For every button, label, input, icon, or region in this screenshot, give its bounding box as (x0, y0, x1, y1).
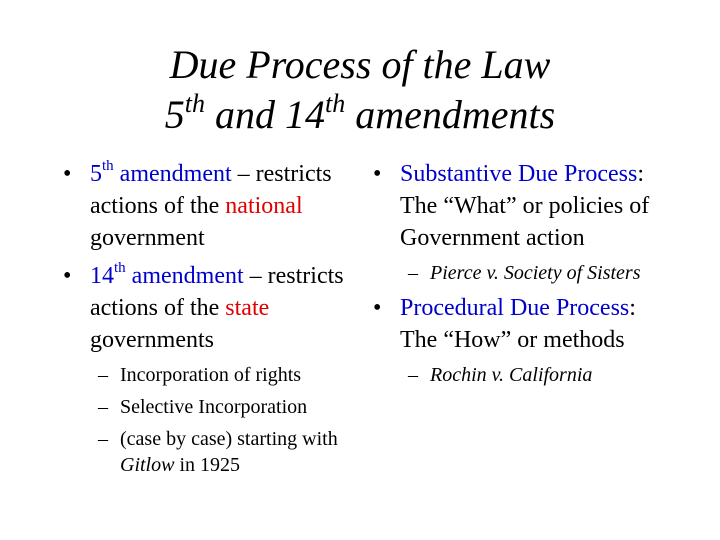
national-emphasis: national (225, 193, 303, 219)
amendment-5-num: 5 (90, 161, 102, 187)
substantive-text: : The “What” or policies of Government action (400, 161, 650, 251)
title-line-2 (0, 90, 720, 140)
bullet-procedural-due-process (370, 292, 670, 356)
bullet-5th-amendment (60, 158, 360, 254)
title-sup-b: th (325, 88, 346, 118)
title-end: amendments (345, 92, 556, 137)
amendment-14-text: – restricts actions of the (90, 263, 344, 321)
dash-glyph: – (98, 364, 108, 386)
amendment-5-text-end: government (90, 225, 205, 251)
title-mid: and 14 (205, 92, 326, 137)
title-num-a: 5 (164, 92, 185, 137)
sub-text-end: in 1925 (174, 454, 241, 476)
gitlow-case: Gitlow (120, 454, 175, 476)
procedural-due-process-label: Procedural Due Process (400, 295, 630, 321)
rochin-case: Rochin v. California (430, 364, 593, 386)
sub-text: Incorporation of rights (120, 364, 302, 386)
substantive-due-process-label: Substantive Due Process (400, 161, 638, 187)
amendment-5-word: amendment (113, 161, 232, 187)
pierce-case: Pierce v. Society of Sisters (430, 262, 641, 284)
amendment-5-label (90, 158, 232, 187)
slide-title (0, 40, 720, 140)
sub-text: (case by case) starting with (120, 428, 338, 450)
amendment-14-word: amendment (125, 263, 244, 289)
dash-glyph: – (98, 428, 108, 450)
sub-incorporation-of-rights (60, 362, 360, 388)
sub-case-by-case (60, 426, 360, 478)
sub-pierce-case (370, 260, 670, 286)
amendment-14-label (90, 260, 244, 289)
amendment-14-num: 14 (90, 263, 114, 289)
left-column (60, 158, 360, 484)
right-column (370, 158, 670, 394)
bullet-glyph: • (63, 263, 72, 289)
amendment-14-sup: th (114, 260, 126, 276)
dash-glyph: – (408, 364, 418, 386)
procedural-text: : The “How” or methods (400, 295, 636, 353)
sub-text: Selective Incorporation (120, 396, 308, 418)
bullet-14th-amendment (60, 260, 360, 356)
state-emphasis: state (225, 295, 270, 321)
bullet-glyph: • (373, 295, 382, 321)
bullet-substantive-due-process (370, 158, 670, 254)
title-line-1: Due Process of the Law (169, 42, 551, 87)
bullet-glyph: • (63, 161, 72, 187)
amendment-5-sup: th (102, 158, 114, 174)
bullet-glyph: • (373, 161, 382, 187)
amendment-14-text-end: governments (90, 327, 214, 353)
dash-glyph: – (408, 262, 418, 284)
amendment-5-text: – restricts actions of the (90, 161, 332, 219)
sub-selective-incorporation (60, 394, 360, 420)
sub-rochin-case (370, 362, 670, 388)
title-sup-a: th (184, 88, 206, 118)
dash-glyph: – (98, 396, 108, 418)
